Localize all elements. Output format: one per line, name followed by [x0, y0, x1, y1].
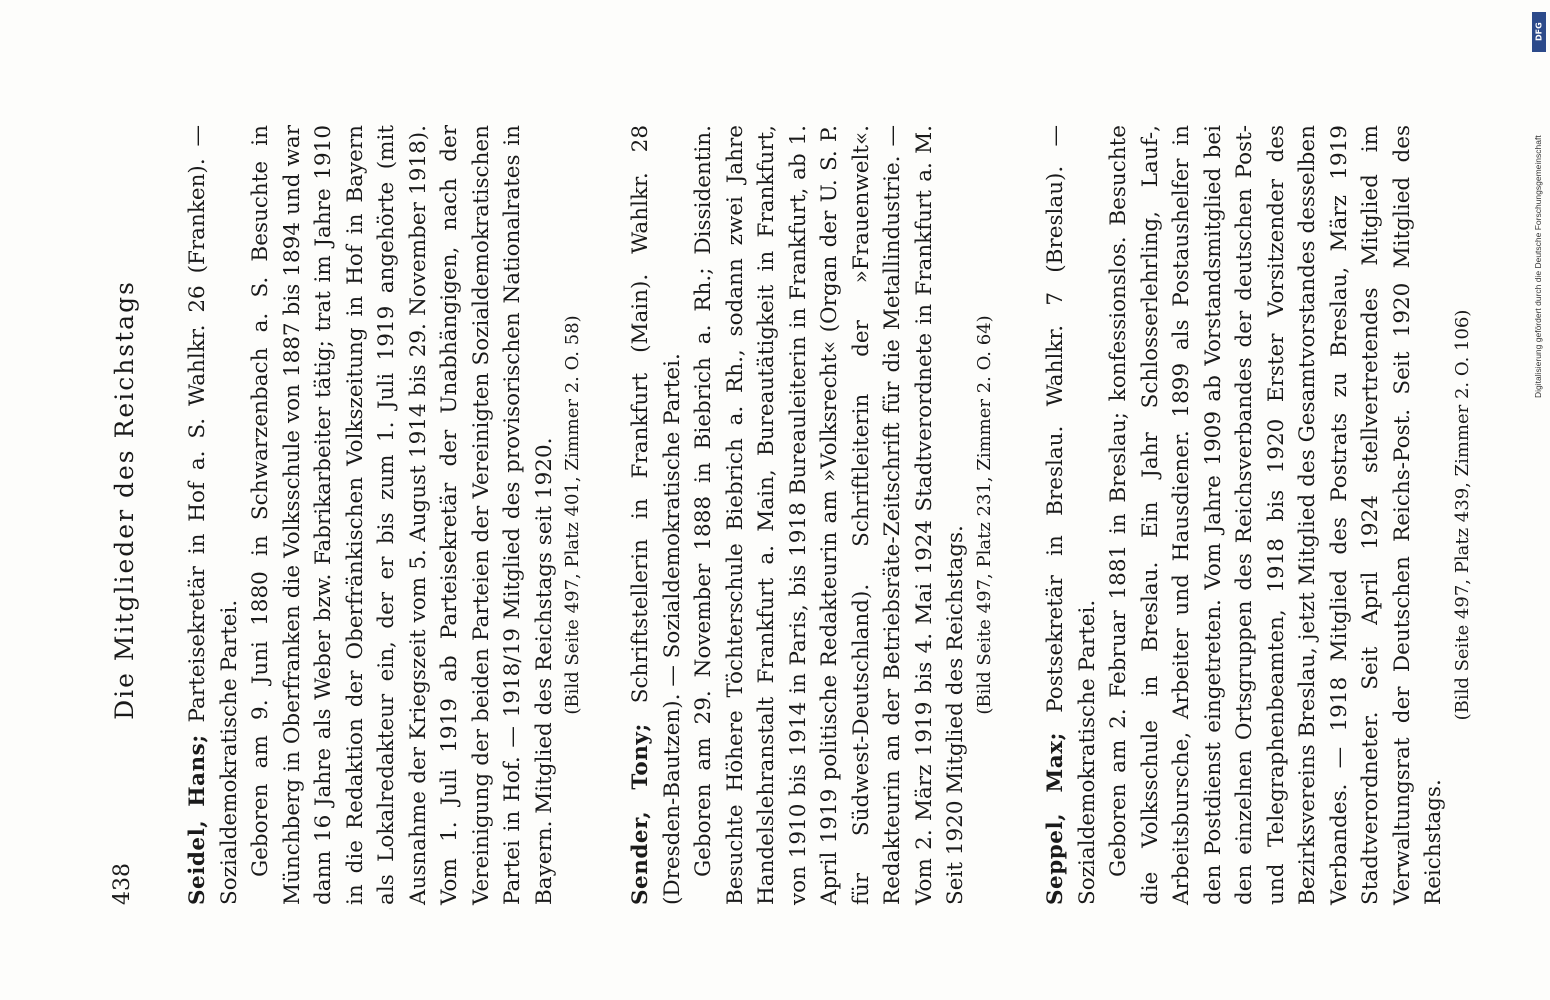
- entry-body: Geboren am 29. November 1888 in Biebrich a. Rh.; Dissidentin. Besuchte Höhere Töchterschule Biebrich a. Rh., sodann zwei Jahre Handelslehranstalt Frankfurt a. Main, Bureautätigkeit in Frankfurt, von 1910 bis 1914 in Paris, bis 1918 Bureauleiterin in Frankfurt, ab 1. April 1919 politische Redakteurin am »Volksrecht« (Organ der U. S. P. für Südwest-Deutschland). Schriftleiterin der »Frauenwelt«. Redakteurin an der Betriebsräte-Zeitschrift für die Metallindustrie. — Vom 2. März 1919 bis 4. Mai 1924 Stadtverordnete in Frankfurt a. M. Seit 1920 Mitglied des Reichstags.: [691, 125, 968, 905]
- entry-lead: Postsekretär in Breslau. Wahlkr. 7 (Breslau). — Sozialdemokratische Partei.: [1043, 125, 1100, 905]
- entry-sender: [625, 125, 998, 905]
- dfg-logo: DFG: [1532, 12, 1546, 52]
- entry-image-ref: (Bild Seite 497, Platz 439, Zimmer 2. O. 106): [1451, 309, 1473, 721]
- page-header: [110, 0, 150, 1000]
- entry-body: Geboren am 2. Februar 1881 in Breslau; konfessionslos. Besuchte die Volksschule in Breslau. Ein Jahr Schlosserlehrling, Lauf-, Arbeitsbursche, Arbeiter und Hausdiener. 1899 als Postaushelfer in den Postdienst eingetreten. Vom Jahre 1909 ab Vorstandsmitglied bei den einzelnen Ortsgruppen des Reichsverbandes der deutschen Post- und Telegraphenbeamten, 1918 bis 1920 Erster Vorsitzender des Bezirksvereins Breslau, jetzt Mitglied des Gesamtvorstandes desselben Verbandes. — 1918 Mitglied des Postrats zu Breslau, März 1919 Stadtverordneter. Seit April 1924 stellvertretendes Mitglied im Verwaltungsrat der Deutschen Reichs-Post. Seit 1920 Mitglied des Reichstags.: [1106, 125, 1446, 905]
- digitization-strip: [1528, 8, 1550, 998]
- entry-seppel: [1040, 125, 1476, 905]
- entry-seidel: [182, 125, 586, 905]
- entry-name: Sender, Tony;: [628, 723, 653, 905]
- running-title: Die Mitglieder des Reichstags: [110, 280, 139, 720]
- entry-name: Seppel, Max;: [1043, 732, 1068, 905]
- digitization-note: Digitalisierung gefördert durch die Deutsche Forschungsgemeinschaft: [1533, 135, 1543, 398]
- entry-name: Seidel, Hans;: [185, 734, 210, 905]
- entry-image-ref: (Bild Seite 497, Platz 401, Zimmer 2. O. 58): [562, 315, 583, 715]
- entry-image-ref: (Bild Seite 497, Platz 231, Zimmer 2. O. 64): [973, 315, 995, 715]
- entry-lead: Schriftstellerin in Frankfurt (Main). Wahlkr. 28 (Dresden-Bautzen). — Sozialdemokratische Partei.: [628, 124, 685, 905]
- page-number: 438: [110, 863, 135, 905]
- entry-body: Geboren am 9. Juni 1880 in Schwarzenbach a. S. Besuchte in Münchberg in Oberfranken die Volksschule von 1887 bis 1894 und war dann 16 Jahre als Weber bzw. Fabrikarbeiter tätig; trat im Jahre 1910 in die Redaktion der Oberfränkischen Volkszeitung in Hof in Bayern als Lokalredakteur ein, der er bis zum 1. Juli 1919 angehörte (mit Ausnahme der Kriegszeit vom 5. August 1914 bis 29. November 1918). Vom 1. Juli 1919 ab Parteisekretär der Unabhängigen, nach der Vereinigung der beiden Parteien der Vereinigten Sozialdemokratischen Partei in Hof. — 1918/19 Mitglied des provisorischen Nationalrates in Bayern. Mitglied des Reichstags seit 1920.: [248, 125, 557, 905]
- entry-lead: Parteisekretär in Hof a. S. Wahlkr. 26 (Franken). — Sozialdemokratische Partei.: [185, 124, 242, 905]
